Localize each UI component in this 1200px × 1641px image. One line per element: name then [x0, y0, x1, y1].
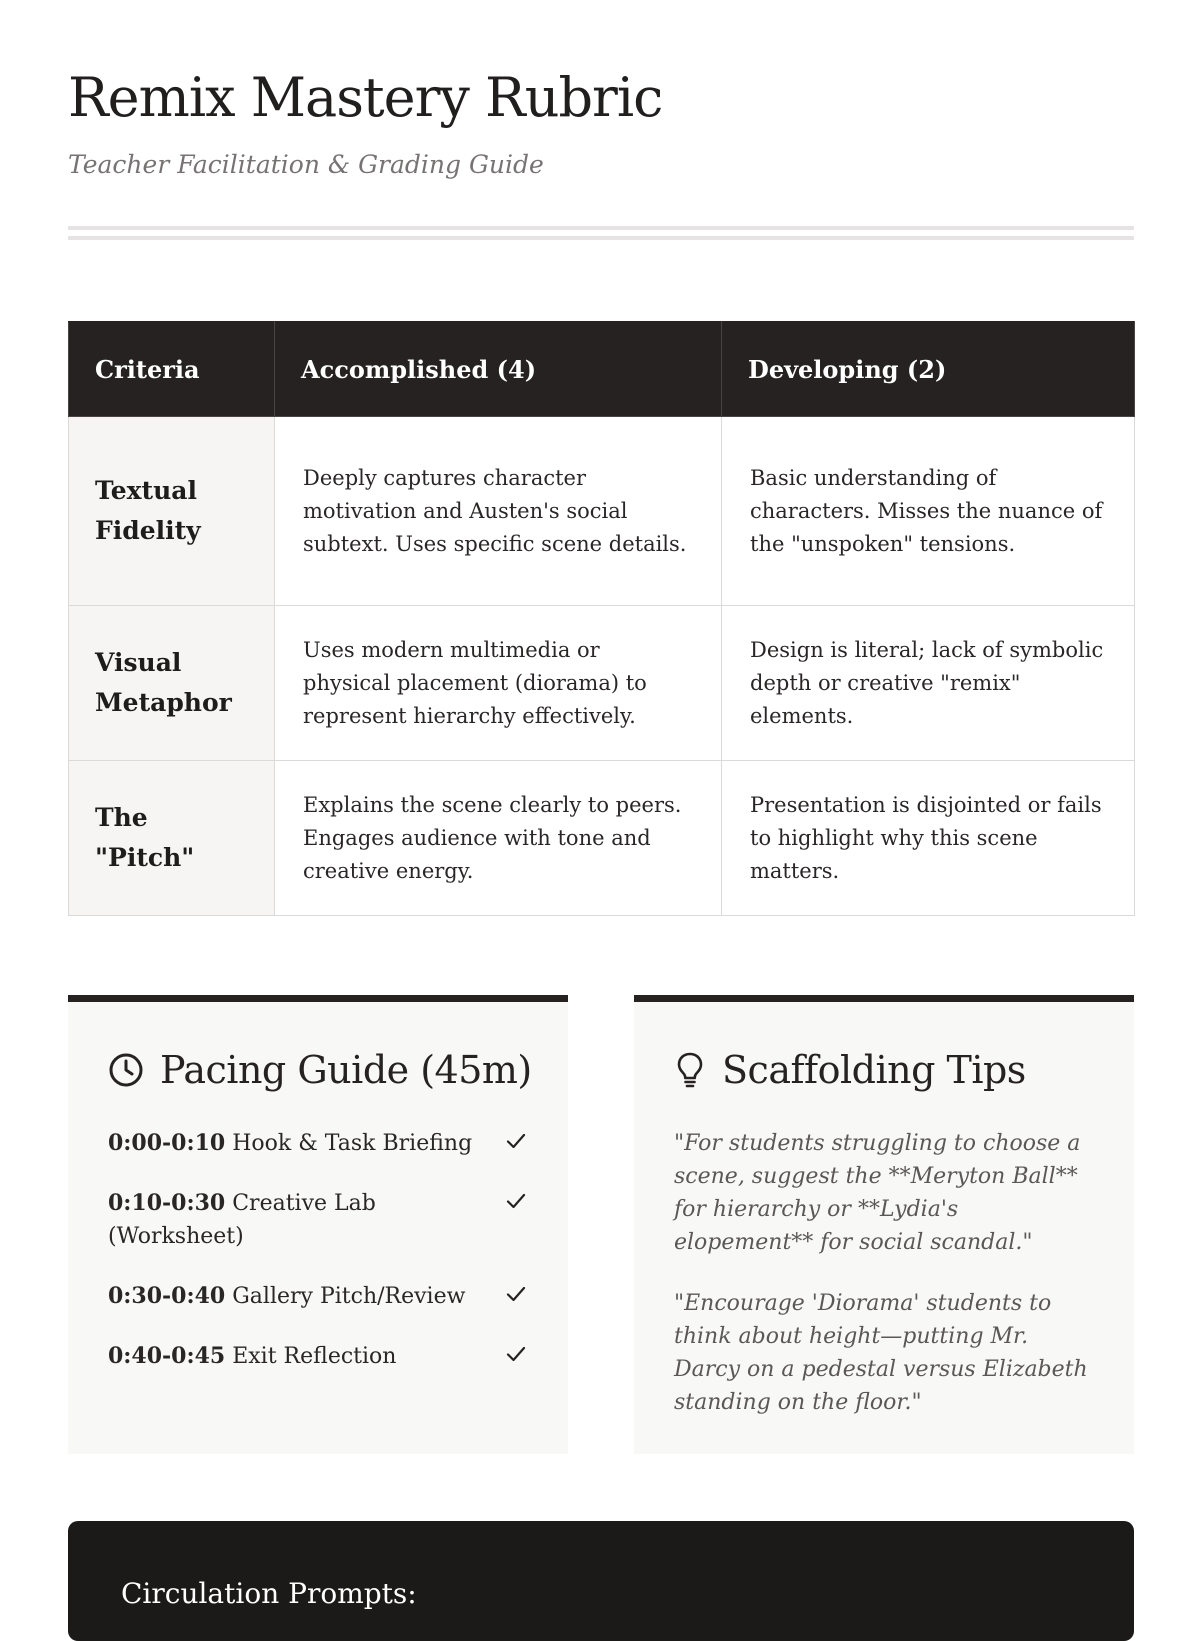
column-header-developing: Developing (2) — [722, 322, 1135, 417]
list-item — [108, 1280, 528, 1313]
pacing-time: 0:30-0:40 — [108, 1283, 226, 1309]
developing-cell: Presentation is disjointed or fails to highlight why this scene matters. — [722, 761, 1135, 916]
check-icon — [504, 1282, 528, 1306]
check-icon — [504, 1129, 528, 1153]
lightbulb-icon — [674, 1051, 706, 1089]
criteria-cell: Visual Metaphor — [69, 606, 275, 761]
pacing-time: 0:00-0:10 — [108, 1130, 226, 1156]
pacing-entry — [108, 1127, 483, 1160]
pacing-activity: Hook & Task Briefing — [232, 1131, 473, 1156]
table-row — [69, 761, 1135, 916]
pacing-activity: Creative Lab (Worksheet) — [108, 1191, 376, 1249]
circulation-prompts-panel — [68, 1521, 1134, 1641]
rubric-table — [68, 321, 1135, 916]
table-row — [69, 606, 1135, 761]
clock-icon — [108, 1052, 144, 1088]
check-icon — [504, 1342, 528, 1366]
pacing-list — [108, 1127, 528, 1400]
scaffolding-tips-header — [674, 1048, 1026, 1092]
table-row — [69, 417, 1135, 606]
pacing-entry — [108, 1187, 483, 1253]
column-header-accomplished: Accomplished (4) — [275, 322, 722, 417]
scaffolding-tip: "For students struggling to choose a scene, suggest the **Meryton Ball** for hierarchy or **Lydia's elopement** for social scandal." — [674, 1131, 1081, 1255]
pacing-entry — [108, 1280, 483, 1313]
pacing-guide-header — [108, 1048, 532, 1092]
circulation-prompts-title: Circulation Prompts: — [121, 1577, 417, 1610]
scaffolding-tip: "Encourage 'Diorama' students to think about height—putting Mr. Darcy on a pedestal versus Elizabeth standing on the floor." — [674, 1291, 1088, 1415]
header-divider — [68, 226, 1134, 240]
page-subtitle: Teacher Facilitation & Grading Guide — [68, 150, 544, 179]
list-item — [108, 1187, 528, 1253]
page-title: Remix Mastery Rubric — [68, 66, 663, 129]
scaffolding-tips-title: Scaffolding Tips — [722, 1048, 1026, 1092]
developing-cell: Basic understanding of characters. Misses the nuance of the "unspoken" tensions. — [722, 417, 1135, 606]
pacing-guide-card — [68, 995, 568, 1454]
scaffolding-tips-card — [634, 995, 1134, 1454]
criteria-cell: Textual Fidelity — [69, 417, 275, 606]
list-item — [108, 1340, 528, 1373]
accomplished-cell: Uses modern multimedia or physical placement (diorama) to represent hierarchy effectively. — [275, 606, 722, 761]
accomplished-cell: Deeply captures character motivation and Austen's social subtext. Uses specific scene details. — [275, 417, 722, 606]
rubric-header-row — [69, 322, 1135, 417]
pacing-guide-title: Pacing Guide (45m) — [160, 1048, 532, 1092]
pacing-activity: Gallery Pitch/Review — [232, 1284, 466, 1309]
check-icon — [504, 1189, 528, 1213]
pacing-activity: Exit Reflection — [232, 1344, 397, 1369]
list-item — [108, 1127, 528, 1160]
accomplished-cell: Explains the scene clearly to peers. Engages audience with tone and creative energy. — [275, 761, 722, 916]
developing-cell: Design is literal; lack of symbolic depth or creative "remix" elements. — [722, 606, 1135, 761]
pacing-entry — [108, 1340, 483, 1373]
pacing-time: 0:10-0:30 — [108, 1190, 226, 1216]
column-header-criteria: Criteria — [69, 322, 275, 417]
criteria-cell: The "Pitch" — [69, 761, 275, 916]
pacing-time: 0:40-0:45 — [108, 1343, 226, 1369]
